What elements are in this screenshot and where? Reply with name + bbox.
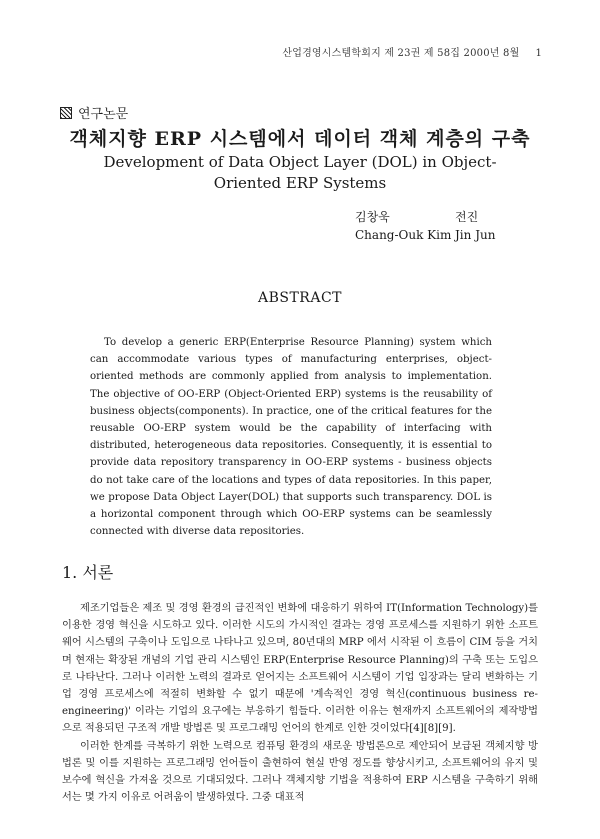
title-english: Development of Data Object Layer (DOL) in Object-Oriented ERP Systems	[103, 153, 497, 192]
journal-info: 산업경영시스템학회지 제 23권 제 58집 2000년 8월	[282, 48, 520, 59]
author-1-korean: 김창욱	[355, 210, 390, 224]
body-paragraph: 제조기업들은 제조 및 경영 환경의 급진적인 변화에 대응하기 위하여 IT(Information Technology)를 이용한 경영 혁신을 시도하고 있다. 이러한 시도의 가시적인 결과는 경영 프로세스를 지원하기 위한 소프트웨어 시스템의 구축이나 도입으로 나타나고 있으며, 80년대의 MRP 에서 시작된 이 흐름이 CIM 등을 거치며 현재는 확장된 개념의 기업 관리 시스템인 ERP(Enterprise Resource Planning)의 구축 또는 도입으로 나타난다. 그러나 이러한 노력의 결과로 얻어지는 소프트웨어 시스템이 기업 입장과는 달리 변화하는 기업 경영 프로세스에 적절히 변화할 수 없기 때문에 '계속적인 경영 혁신(continuous business re-engineering)' 이라는 기업의 요구에는 부응하기 힘들다. 이러한 이유는 현재까지 소프트웨어의 제작방법으로 적용되던 구조적 개발 방법론 및 프로그래밍 언어의 한계로 인한 것이었다[4][8][9].	[62, 603, 538, 735]
title-korean: 객체지향 ERP 시스템에서 데이터 객체 계층의 구축	[69, 128, 531, 150]
body-paragraph: 이러한 한계를 극복하기 위한 노력으로 컴퓨팅 환경의 새로운 방법론으로 제안되어 보급된 객체지향 방법론 및 이를 지원하는 프로그래밍 언어들이 출현하여 현실 반영 정도를 향상시키고, 소프트웨어의 유지 및 보수에 혁신을 가져올 것으로 기대되었다. 그러나 객체지향 기법을 적용하여 ERP 시스템을 구축하기 위해서는 몇 가지 이유로 어려움이 발생하였다. 그중 대표적	[62, 740, 538, 804]
section-heading: 1. 서론	[62, 563, 114, 582]
page-number: 1	[535, 48, 542, 59]
author-block	[355, 208, 495, 244]
section-body	[62, 600, 538, 806]
abstract-body	[90, 334, 492, 540]
category-marker-icon	[60, 107, 72, 119]
category-label: 연구논문	[78, 107, 129, 122]
running-header	[282, 44, 542, 59]
article-category	[60, 103, 128, 122]
author-2-english: Jin Jun	[455, 228, 496, 242]
author-1-english: Chang-Ouk Kim	[355, 228, 452, 242]
abstract-text: To develop a generic ERP(Enterprise Resource Planning) system which can accommodate various types of manufacturing enterprises, object-oriented methods are commonly applied from analysis to implementation. The objective of OO-ERP (Object-Oriented ERP) systems is the reusability of business objects(components). In practice, one of the critical features for the reusable OO-ERP system would be the capability of interfacing with distributed, heterogeneous data repositories. Consequently, it is essential to provide data repository transparency in OO-ERP systems - business objects do not take care of the locations and types of data repositories. In this paper, we propose Data Object Layer(DOL) that supports such transparency. DOL is a horizontal component through which OO-ERP systems can be seamlessly connected with diverse data repositories.	[90, 337, 492, 538]
author-2-korean: 전진	[455, 210, 479, 224]
abstract-heading: ABSTRACT	[257, 290, 343, 306]
